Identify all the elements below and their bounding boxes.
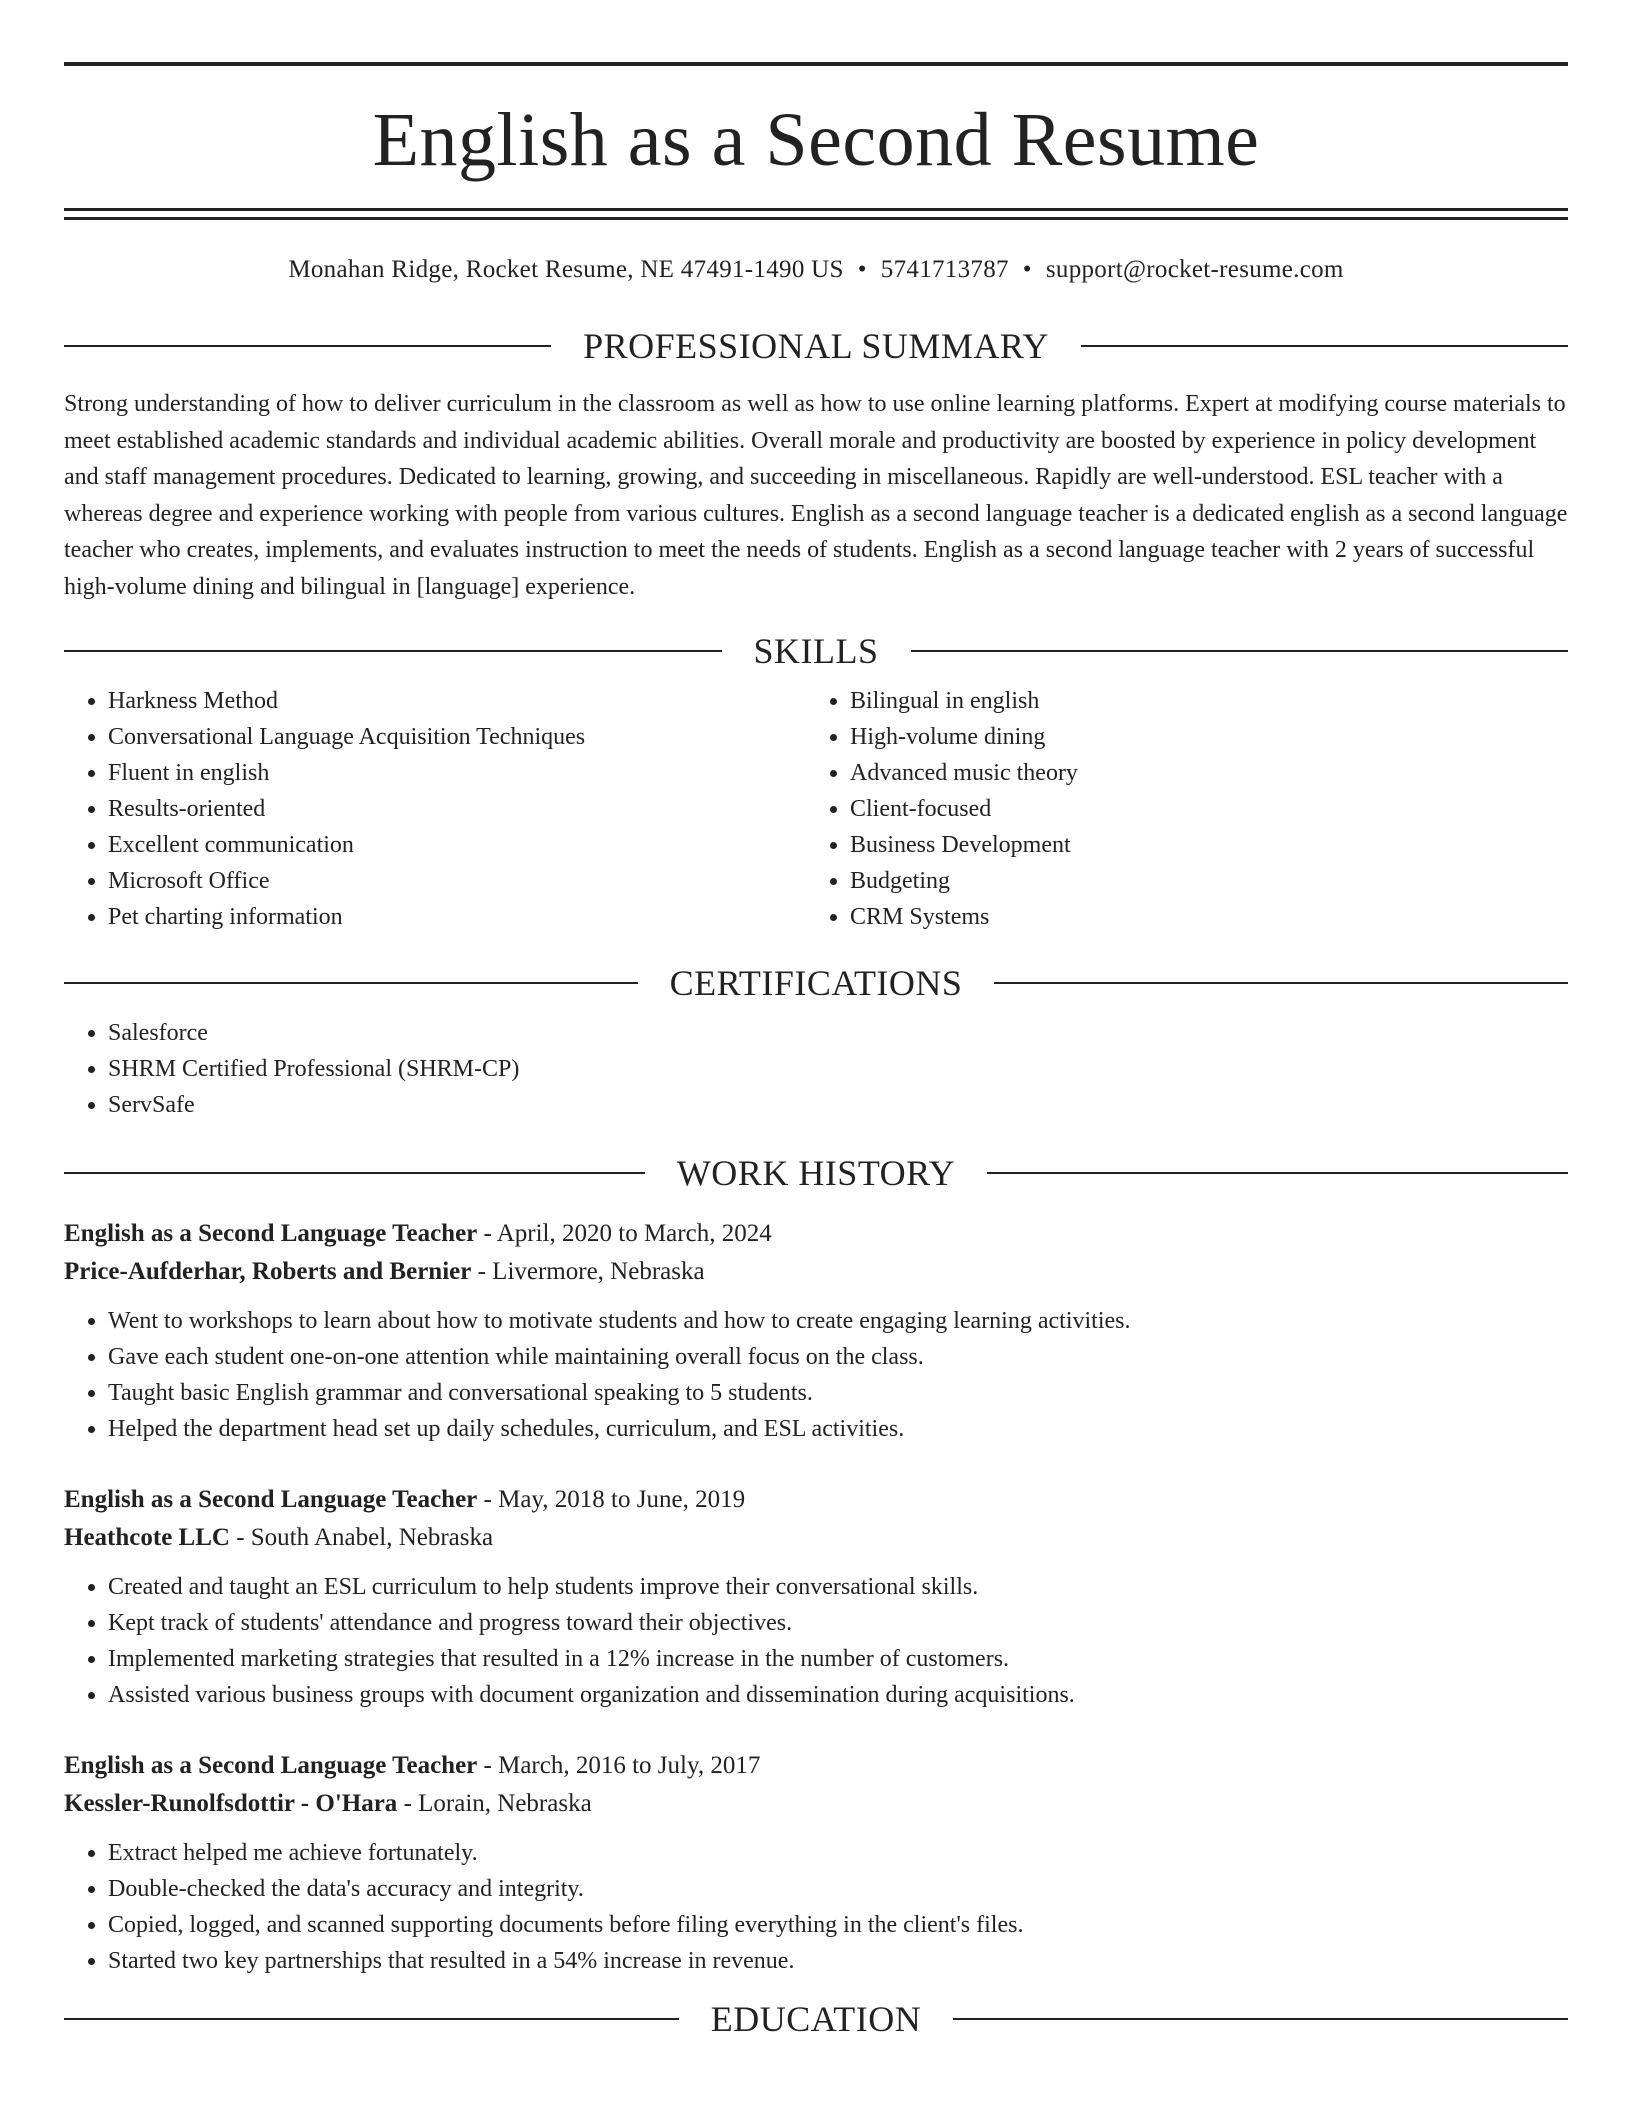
job-title-line [64,1215,1568,1253]
skill-item: • CRM Systems [850,899,1548,935]
skill-item: • Harkness Method [108,683,806,719]
section-title: CERTIFICATIONS [669,963,963,1003]
contact-separator: • [857,256,867,283]
job-dates: - April, 2020 to March, 2024 [477,1220,772,1247]
skills-grid [64,671,1568,935]
skill-item: • Bilingual in english [850,683,1548,719]
certification-item: • SHRM Certified Professional (SHRM-CP) [108,1051,1568,1087]
skill-item: • Budgeting [850,863,1548,899]
certifications-list [64,1015,1568,1123]
summary-paragraph: Strong understanding of how to deliver curriculum in the classroom as well as how to use online learning platforms. Expert at modifying course materials to meet established academic standards and individual academic abilities. Overall morale and productivity are boosted by experience in policy development and staff management procedures. Dedicated to learning, growing, and succeeding in miscellaneous. Rapidly are well-understood. ESL teacher with a whereas degree and experience working with people from various cultures. English as a second language teacher is a dedicated english as a second language teacher who creates, implements, and evaluates instruction to meet the needs of students. English as a second language teacher with 2 years of successful high-volume dining and bilingual in [language] experience. [64,391,1568,600]
heading-rule [1081,345,1568,347]
job-bullet: • Taught basic English grammar and conversational speaking to 5 students. [108,1375,1568,1411]
heading-rule [64,2018,679,2020]
job-bullets [64,1303,1568,1447]
contact-email: support@rocket-resume.com [1045,256,1344,283]
job-company: Kessler-Runolfsdottir - O'Hara [64,1790,398,1817]
job-bullet: • Assisted various business groups with document organization and dissemination during acquisitions. [108,1677,1568,1713]
job-company: Heathcote LLC [64,1524,230,1551]
job-bullet: • Went to workshops to learn about how to motivate students and how to create engaging learning activities. [108,1303,1568,1339]
job-bullet: • Copied, logged, and scanned supporting documents before filing everything in the client's files. [108,1907,1568,1943]
job-title: English as a Second Language Teacher [64,1220,478,1247]
job-company-line [64,1519,1568,1557]
skill-item: • Conversational Language Acquisition Techniques [108,719,806,755]
skill-item: • Advanced music theory [850,755,1548,791]
job-company: Price-Aufderhar, Roberts and Bernier [64,1258,472,1285]
skill-item: • Excellent communication [108,827,806,863]
heading-rule [994,982,1568,984]
section-title: EDUCATION [710,1999,922,2039]
resume-page [64,0,1568,2039]
heading-rule [953,2018,1568,2020]
section-heading-work-history [64,1153,1568,1193]
job-entry [64,1481,1568,1713]
job-company-line [64,1253,1568,1291]
section-heading-certifications [64,963,1568,1003]
job-bullet: • Double-checked the data's accuracy and integrity. [108,1871,1568,1907]
section-heading-education [64,1999,1568,2039]
section-heading-skills [64,631,1568,671]
skill-item: • High-volume dining [850,719,1548,755]
title-double-rule [64,208,1568,220]
section-title: WORK HISTORY [676,1153,956,1193]
certification-item: • Salesforce [108,1015,1568,1051]
job-bullet: • Gave each student one-on-one attention while maintaining overall focus on the class. [108,1339,1568,1375]
job-title: English as a Second Language Teacher [64,1486,478,1513]
job-bullet: • Extract helped me achieve fortunately. [108,1835,1568,1871]
job-entry [64,1215,1568,1447]
job-location: - Livermore, Nebraska [471,1258,705,1285]
job-bullet: • Created and taught an ESL curriculum to help students improve their conversational skills. [108,1569,1568,1605]
job-title: English as a Second Language Teacher [64,1752,478,1779]
job-bullet: • Helped the department head set up daily schedules, curriculum, and ESL activities. [108,1411,1568,1447]
job-bullets [64,1835,1568,1979]
contact-line [64,256,1568,284]
job-title-line [64,1747,1568,1785]
job-bullet: • Started two key partnerships that resulted in a 54% increase in revenue. [108,1943,1568,1979]
skill-item: • Pet charting information [108,899,806,935]
certification-item: • ServSafe [108,1087,1568,1123]
job-company-line [64,1785,1568,1823]
skill-item: • Business Development [850,827,1548,863]
job-location: - South Anabel, Nebraska [229,1524,494,1551]
section-title: PROFESSIONAL SUMMARY [583,326,1049,366]
skills-list-left [64,683,806,935]
job-bullet: • Kept track of students' attendance and progress toward their objectives. [108,1605,1568,1641]
heading-rule [64,1172,645,1174]
skill-item: • Fluent in english [108,755,806,791]
contact-separator: • [1022,256,1032,283]
job-bullets [64,1569,1568,1713]
resume-title: English as a Second Resume [372,98,1260,182]
job-dates: - May, 2018 to June, 2019 [477,1486,746,1513]
contact-address: Monahan Ridge, Rocket Resume, NE 47491-1490 US [288,256,844,283]
heading-rule [911,650,1569,652]
heading-rule [64,345,551,347]
job-entry [64,1747,1568,1979]
skill-item: • Client-focused [850,791,1548,827]
skill-item: • Microsoft Office [108,863,806,899]
job-location: - Lorain, Nebraska [397,1790,592,1817]
skill-item: • Results-oriented [108,791,806,827]
job-dates: - March, 2016 to July, 2017 [477,1752,761,1779]
section-heading-summary [64,326,1568,366]
job-bullet: • Implemented marketing strategies that resulted in a 12% increase in the number of customers. [108,1641,1568,1677]
skills-list-right [806,683,1548,935]
job-title-line [64,1481,1568,1519]
top-rule [64,62,1568,66]
heading-rule [64,982,638,984]
heading-rule [987,1172,1568,1174]
contact-phone: 5741713787 [880,256,1009,283]
heading-rule [64,650,722,652]
section-title: SKILLS [753,631,879,671]
